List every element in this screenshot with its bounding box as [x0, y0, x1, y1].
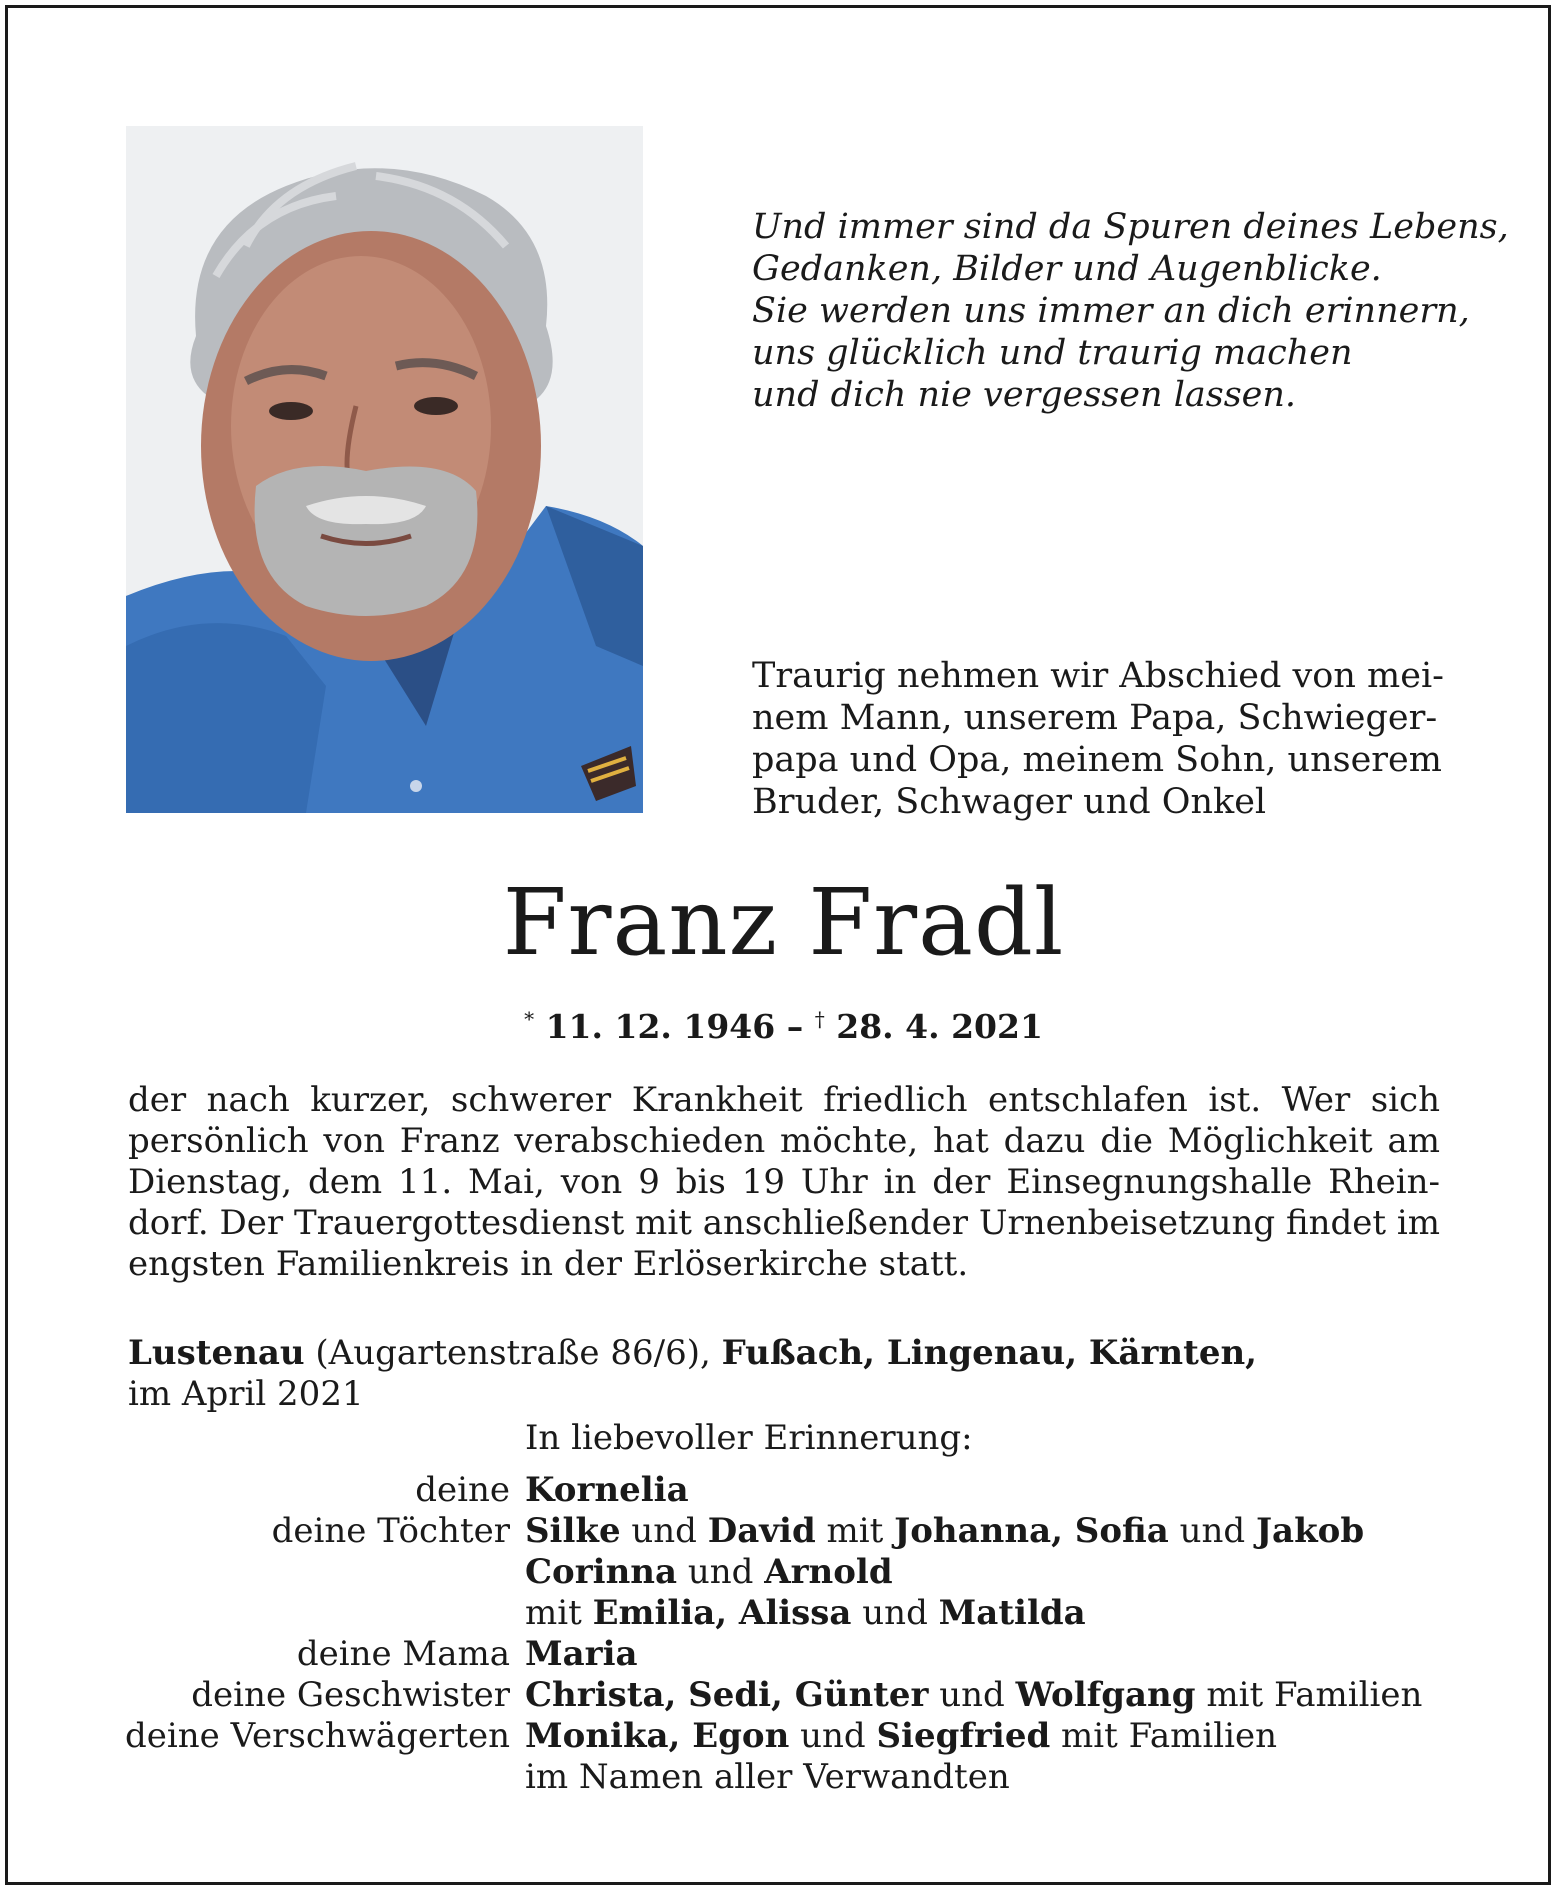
family-member-name: Christa, Sedi, Günter	[525, 1675, 929, 1715]
family-member-name: Kornelia	[525, 1470, 689, 1510]
family-member-name: David	[707, 1511, 816, 1551]
body-line: der nach kurzer, schwerer Krankheit friedlich entschlafen ist. Wer sich	[128, 1080, 1440, 1120]
family-row	[0, 1634, 1567, 1675]
family-names	[525, 1552, 893, 1593]
family-member-name: Corinna	[525, 1552, 678, 1592]
poem-line: uns glücklich und traurig machen	[752, 333, 1353, 373]
place-town: Lustenau	[128, 1333, 305, 1373]
family-member-name: Emilia, Alissa	[592, 1593, 852, 1633]
place-date: im April 2021	[128, 1374, 364, 1414]
poem	[752, 206, 1509, 416]
family-connector: und	[789, 1716, 877, 1756]
intro-line: nem Mann, unserem Papa, Schwieger-	[752, 698, 1438, 738]
poem-line: Sie werden uns immer an dich erinnern,	[752, 291, 1470, 331]
poem-line: Und immer sind da Spuren deines Lebens,	[752, 207, 1509, 247]
family-relation: deine Geschwister	[191, 1675, 510, 1715]
body-line: persönlich von Franz verabschieden möchte, hat dazu die Möglichkeit am	[128, 1121, 1440, 1161]
death-symbol: †	[814, 1007, 825, 1031]
date-separator: –	[786, 1007, 804, 1046]
family-member-name: Johanna, Sofia	[894, 1511, 1169, 1551]
family-member-name: Monika, Egon	[525, 1716, 790, 1756]
family-relation: deine Mama	[296, 1634, 510, 1674]
family-names	[525, 1757, 1010, 1798]
death-date: 28. 4. 2021	[836, 1007, 1043, 1046]
intro-line: papa und Opa, meinem Sohn, unserem	[752, 740, 1442, 780]
family-connector: und	[620, 1511, 708, 1551]
birth-date: 11. 12. 1946	[545, 1007, 776, 1046]
poem-line: Gedanken, Bilder und Augenblicke.	[752, 249, 1382, 289]
family-relation: deine	[415, 1470, 510, 1510]
poem-line: und dich nie vergessen lassen.	[752, 375, 1297, 415]
place-address: (Augartenstraße 86/6),	[315, 1333, 711, 1373]
family-list	[0, 1470, 1567, 1798]
portrait-photo	[126, 126, 643, 813]
family-member-name: Jakob	[1255, 1511, 1365, 1551]
announcement-body	[128, 1080, 1440, 1285]
body-line: engsten Familienkreis in der Erlöserkirche statt.	[128, 1244, 969, 1284]
family-connector: im Namen aller Verwandten	[525, 1757, 1010, 1797]
family-member-name: Maria	[525, 1634, 638, 1674]
remembrance-heading: In liebevoller Erinnerung:	[525, 1418, 973, 1458]
family-names	[525, 1716, 1277, 1757]
body-line: Dienstag, dem 11. Mai, von 9 bis 19 Uhr in der Einsegnungshalle Rhein-	[128, 1162, 1440, 1202]
family-names	[525, 1470, 689, 1511]
intro-line: Bruder, Schwager und Onkel	[752, 782, 1267, 822]
family-connector: mit	[815, 1511, 895, 1551]
family-connector: mit Familien	[1050, 1716, 1278, 1756]
body-line: dorf. Der Trauergottesdienst mit anschließender Urnenbeisetzung findet im	[128, 1203, 1440, 1243]
intro-text	[752, 655, 1492, 823]
birth-symbol: *	[524, 1007, 535, 1031]
family-connector: und	[928, 1675, 1016, 1715]
family-names	[525, 1675, 1422, 1716]
family-relation: deine Töchter	[271, 1511, 510, 1551]
family-row	[0, 1675, 1567, 1716]
family-member-name: Siegfried	[876, 1716, 1051, 1756]
family-member-name: Silke	[525, 1511, 621, 1551]
family-row	[0, 1716, 1567, 1757]
deceased-name: Franz Fradl	[502, 869, 1065, 976]
life-dates	[0, 998, 1567, 1048]
family-relation: deine Verschwägerten	[125, 1716, 510, 1756]
family-member-name: Arnold	[764, 1552, 893, 1592]
family-connector: mit	[525, 1593, 593, 1633]
family-row	[0, 1511, 1567, 1552]
family-connector: mit Familien	[1195, 1675, 1423, 1715]
family-names	[525, 1593, 1086, 1634]
family-row	[0, 1757, 1567, 1798]
family-connector: und	[851, 1593, 939, 1633]
family-row	[0, 1470, 1567, 1511]
family-connector: und	[677, 1552, 765, 1592]
place-and-date	[128, 1333, 1508, 1415]
family-row	[0, 1552, 1567, 1593]
place-others: Fußach, Lingenau, Kärnten,	[721, 1333, 1258, 1373]
family-row	[0, 1593, 1567, 1634]
intro-line: Traurig nehmen wir Abschied von mei-	[752, 656, 1444, 696]
family-connector: und	[1168, 1511, 1256, 1551]
family-member-name: Matilda	[938, 1593, 1086, 1633]
family-names	[525, 1511, 1364, 1552]
family-member-name: Wolfgang	[1015, 1675, 1196, 1715]
family-names	[525, 1634, 638, 1675]
